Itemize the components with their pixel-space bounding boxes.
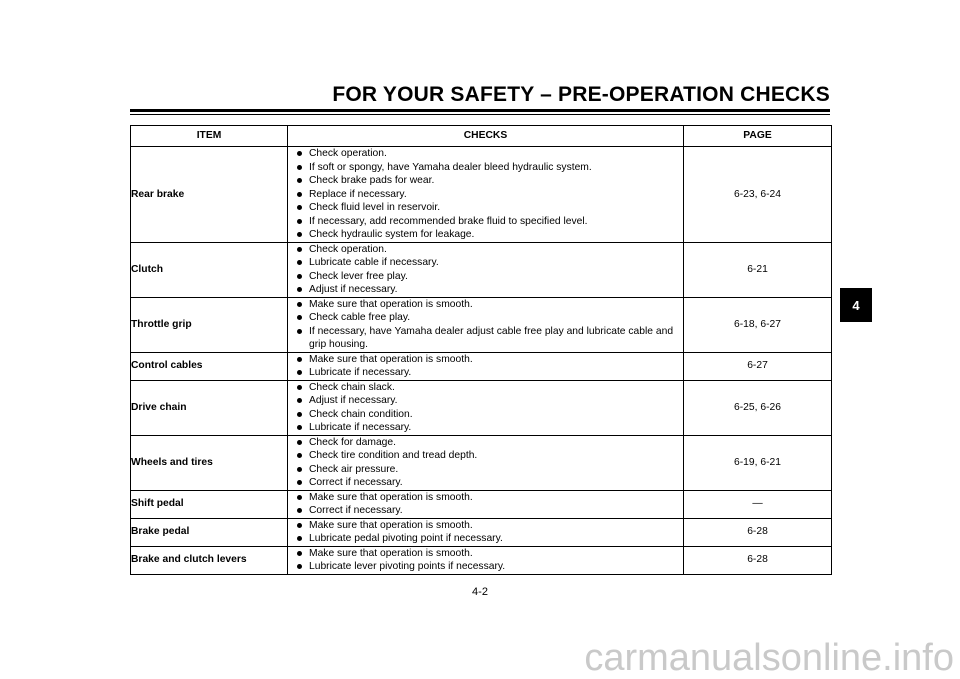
check-item: Make sure that operation is smooth.: [296, 547, 683, 561]
page-ref-cell: 6-23, 6-24: [684, 147, 832, 243]
check-item: Check chain condition.: [296, 408, 683, 422]
check-item: If necessary, have Yamaha dealer adjust cable free play and lubricate cable and grip housing.: [296, 325, 683, 352]
chapter-tab-label: 4: [852, 297, 860, 313]
item-cell: Clutch: [131, 242, 288, 297]
table-row: [131, 518, 832, 546]
pre-operation-checks-table: [130, 125, 832, 575]
page-title: FOR YOUR SAFETY – PRE-OPERATION CHECKS: [332, 83, 830, 106]
check-item: Check operation.: [296, 147, 683, 161]
checks-list: [288, 147, 683, 242]
table-row: [131, 242, 832, 297]
check-item: Lubricate cable if necessary.: [296, 256, 683, 270]
check-item: Check hydraulic system for leakage.: [296, 228, 683, 242]
check-item: If necessary, add recommended brake fluid to specified level.: [296, 215, 683, 229]
checks-cell: [288, 435, 684, 490]
check-item: Check air pressure.: [296, 463, 683, 477]
page-ref-cell: 6-19, 6-21: [684, 435, 832, 490]
item-cell: Control cables: [131, 352, 288, 380]
title-rule-thin: [130, 114, 830, 115]
check-item: Make sure that operation is smooth.: [296, 298, 683, 312]
check-item: Correct if necessary.: [296, 476, 683, 490]
check-item: Correct if necessary.: [296, 504, 683, 518]
checks-cell: [288, 352, 684, 380]
check-item: Lubricate lever pivoting points if necessary.: [296, 560, 683, 574]
checks-cell: [288, 147, 684, 243]
check-item: Make sure that operation is smooth.: [296, 353, 683, 367]
table-row: [131, 435, 832, 490]
check-item: Check chain slack.: [296, 381, 683, 395]
item-cell: Drive chain: [131, 380, 288, 435]
item-cell: Throttle grip: [131, 297, 288, 352]
page-ref-cell: 6-27: [684, 352, 832, 380]
table-row: [131, 297, 832, 352]
page-ref-cell: 6-28: [684, 518, 832, 546]
item-cell: Brake and clutch levers: [131, 546, 288, 574]
table-row: [131, 380, 832, 435]
table-row: [131, 546, 832, 574]
table-row: [131, 490, 832, 518]
check-item: Check fluid level in reservoir.: [296, 201, 683, 215]
table-header-row: [131, 126, 832, 147]
checks-list: [288, 519, 683, 546]
checks-cell: [288, 546, 684, 574]
check-item: Check tire condition and tread depth.: [296, 449, 683, 463]
column-header-page: PAGE: [684, 126, 832, 147]
chapter-tab: [840, 288, 872, 322]
check-item: Lubricate if necessary.: [296, 421, 683, 435]
checks-cell: [288, 242, 684, 297]
checks-cell: [288, 297, 684, 352]
check-item: Check operation.: [296, 243, 683, 257]
title-rule-thick: [130, 109, 830, 112]
check-item: Adjust if necessary.: [296, 283, 683, 297]
column-header-checks: CHECKS: [288, 126, 684, 147]
checks-list: [288, 491, 683, 518]
page-number: 4-2: [472, 586, 488, 598]
checks-list: [288, 243, 683, 297]
checks-list: [288, 436, 683, 490]
item-cell: Wheels and tires: [131, 435, 288, 490]
table-body: [131, 147, 832, 575]
item-cell: Brake pedal: [131, 518, 288, 546]
checks-cell: [288, 518, 684, 546]
check-item: Replace if necessary.: [296, 188, 683, 202]
page-ref-cell: 6-25, 6-26: [684, 380, 832, 435]
check-item: Check lever free play.: [296, 270, 683, 284]
check-item: If soft or spongy, have Yamaha dealer bleed hydraulic system.: [296, 161, 683, 175]
check-item: Check for damage.: [296, 436, 683, 450]
check-item: Check cable free play.: [296, 311, 683, 325]
item-cell: Rear brake: [131, 147, 288, 243]
checks-list: [288, 381, 683, 435]
table-row: [131, 352, 832, 380]
checks-list: [288, 298, 683, 352]
check-item: Make sure that operation is smooth.: [296, 491, 683, 505]
checks-list: [288, 547, 683, 574]
table-row: [131, 147, 832, 243]
check-item: Make sure that operation is smooth.: [296, 519, 683, 533]
page-ref-cell: —: [684, 490, 832, 518]
column-header-item: ITEM: [131, 126, 288, 147]
check-item: Check brake pads for wear.: [296, 174, 683, 188]
page-ref-cell: 6-28: [684, 546, 832, 574]
checks-list: [288, 353, 683, 380]
check-item: Adjust if necessary.: [296, 394, 683, 408]
item-cell: Shift pedal: [131, 490, 288, 518]
page-ref-cell: 6-21: [684, 242, 832, 297]
check-item: Lubricate if necessary.: [296, 366, 683, 380]
checks-cell: [288, 380, 684, 435]
check-item: Lubricate pedal pivoting point if necessary.: [296, 532, 683, 546]
checks-cell: [288, 490, 684, 518]
watermark: carmanualsonline.info: [584, 637, 954, 679]
page-ref-cell: 6-18, 6-27: [684, 297, 832, 352]
